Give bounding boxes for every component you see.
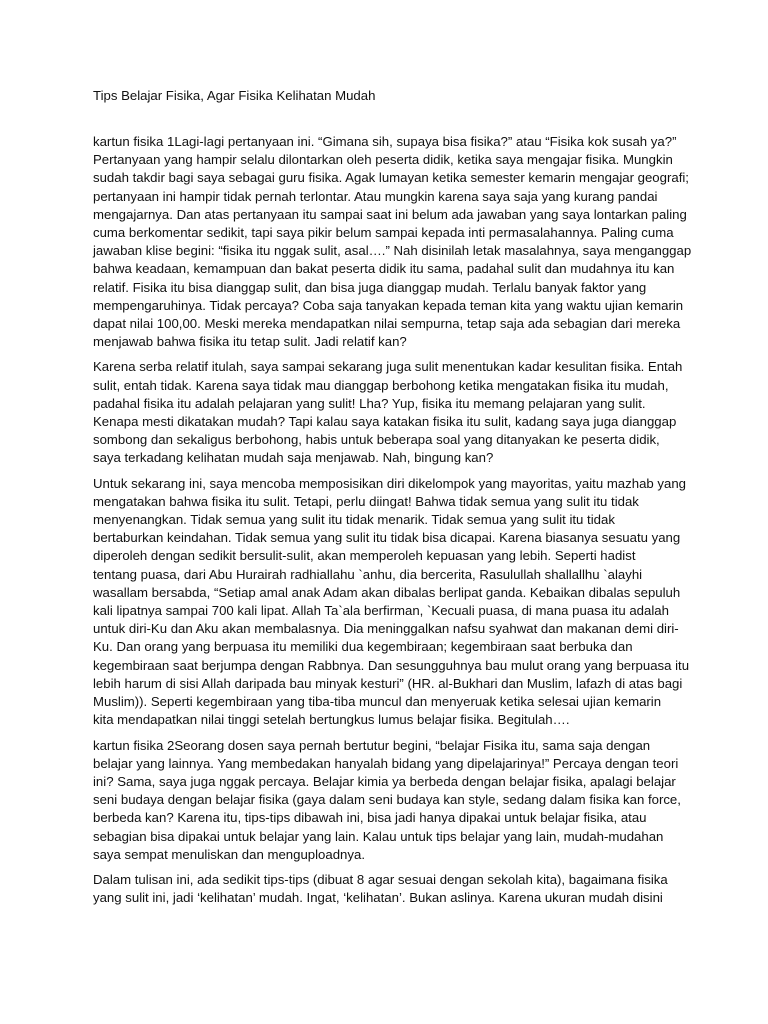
- paragraph-line: mempengaruhinya. Tidak percaya? Coba saja tanyakan kepada teman kita yang waktu ujian kemarin: [93, 297, 684, 313]
- paragraph-line: mengatakan bahwa fisika itu sulit. Tetapi, perlu diingat! Bahwa tidak semua yang sulit itu tidak: [93, 493, 639, 509]
- paragraph-line: jawaban klise begini: “fisika itu nggak sulit, asal….” Nah disinilah letak masalahnya, saya menganggap: [93, 243, 692, 259]
- paragraph: [93, 871, 683, 907]
- paragraph-line: Muslim)). Seperti kegembiraan yang tiba-tiba muncul dan menyeruak ketika selesai ujian kemarin: [93, 694, 662, 710]
- paragraph-line: untuk diri-Ku dan Aku akan membalasnya. Dia meninggalkan nafsu syahwat dan makanan demi diri-: [93, 621, 679, 637]
- paragraph-line: kali lipatnya sampai 700 kali lipat. Allah Ta`ala berfirman, `Kecuali puasa, di mana puasa itu adalah: [93, 603, 669, 619]
- paragraph-line: wasallam bersabda, “Setiap amal anak Adam akan dibalas berlipat ganda. Kebaikan dibalas sepuluh: [93, 584, 681, 600]
- paragraph-line: bertaburkan keindahan. Tidak semua yang sulit itu tidak bisa dicapai. Karena biasanya sesuatu yang: [93, 530, 681, 546]
- paragraph-line: sudah takdir bagi saya sebagai guru fisika. Agak lumayan ketika semester kemarin mengajar geografi;: [93, 170, 689, 186]
- paragraph-line: kegembiraan saat berjumpa dengan Rabbnya. Dan sesungguhnya bau mulut orang yang berpuasa itu: [93, 657, 690, 673]
- paragraph-line: sebagian bisa dipakai untuk belajar yang lain. Kalau untuk tips belajar yang lain, mudah-mudahan: [93, 828, 664, 844]
- paragraph-line: dapat nilai 100,00. Meski mereka mendapatkan nilai sempurna, tetap saja ada sebagian dari mereka: [93, 316, 681, 332]
- paragraph-line: sombong dan sekaligus berbohong, habis untuk beberapa soal yang ditanyakan ke peserta didik,: [93, 432, 660, 448]
- paragraph-line: kartun fisika 2Seorang dosen saya pernah bertutur begini, “belajar Fisika itu, sama saja dengan: [93, 737, 651, 753]
- paragraph-line: padahal fisika itu adalah pelajaran yang sulit! Lha? Yup, fisika itu memang pelajaran yang sulit.: [93, 395, 646, 411]
- paragraph-line: diperoleh dengan sedikit bersulit-sulit, akan memperoleh kepuasan yang lebih. Seperti hadist: [93, 548, 636, 564]
- paragraph-line: saya terkadang kelihatan mudah saja menjawab. Nah, bingung kan?: [93, 450, 494, 466]
- paragraph: [93, 475, 690, 730]
- paragraph-line: Kenapa mesti dikatakan mudah? Tapi kalau saya katakan fisika itu sulit, kadang saya juga dianggap: [93, 414, 677, 430]
- paragraph-line: Pertanyaan yang hampir selalu dilontarkan oleh peserta didik, ketika saya mengajar fisika. Mungkin: [93, 152, 673, 168]
- paragraph-line: mengajarnya. Dan atas pertanyaan itu sampai saat ini belum ada jawaban yang saya lontarkan paling: [93, 206, 687, 222]
- paragraph-line: menyenangkan. Tidak semua yang sulit itu tidak menarik. Tidak semua yang sulit itu tidak: [93, 512, 615, 528]
- paragraph-line: tentang puasa, dari Abu Hurairah radhiallahu `anhu, dia bercerita, Rasulullah shallallhu `alayhi: [93, 566, 643, 582]
- paragraph-line: pertanyaan ini hampir tidak pernah terlontar. Atau mungkin karena saya saja yang kurang pandai: [93, 188, 658, 204]
- paragraph-line: seni budaya dengan belajar fisika (gaya dalam seni budaya kan style, sedang dalam fisika kan force,: [93, 792, 681, 808]
- paragraph-line: relatif. Fisika itu bisa dianggap sulit, dan bisa juga dianggap mudah. Terlalu banyak faktor yang: [93, 279, 647, 295]
- document-title: Tips Belajar Fisika, Agar Fisika Kelihatan Mudah: [93, 88, 376, 103]
- paragraph-line: saya sempat menuliskan dan menguploadnya.: [93, 846, 365, 862]
- paragraph: [93, 133, 692, 351]
- paragraph-line: menjawab bahwa fisika itu tetap sulit. Jadi relatif kan?: [93, 334, 407, 350]
- document-body: [93, 133, 692, 914]
- paragraph-line: yang sulit ini, jadi ‘kelihatan’ mudah. Ingat, ‘kelihatan’. Bukan aslinya. Karena ukuran mudah disini: [93, 890, 663, 906]
- paragraph-line: Ku. Dan orang yang berpuasa itu memiliki dua kegembiraan; kegembiraan saat berbuka dan: [93, 639, 633, 655]
- paragraph: [93, 358, 683, 467]
- paragraph-line: berbeda kan? Karena itu, tips-tips dibawah ini, bisa jadi hanya dipakai untuk belajar fisika, atau: [93, 810, 647, 826]
- paragraph-line: bahwa keadaan, kemampuan dan bakat peserta didik itu sama, padahal sulit dan mudahnya itu kan: [93, 261, 675, 277]
- paragraph: [93, 737, 683, 864]
- paragraph-line: kartun fisika 1Lagi-lagi pertanyaan ini. “Gimana sih, supaya bisa fisika?” atau “Fisika kok susah ya?”: [93, 134, 677, 149]
- paragraph-line: lebih harum di sisi Allah daripada bau minyak kesturi” (HR. al-Bukhari dan Muslim, lafazh di atas bagi: [93, 675, 683, 691]
- paragraph-line: Untuk sekarang ini, saya mencoba memposisikan diri dikelompok yang mayoritas, yaitu mazhab yang: [93, 475, 686, 491]
- paragraph-line: Karena serba relatif itulah, saya sampai sekarang juga sulit menentukan kadar kesulitan fisika. Entah: [93, 359, 683, 375]
- paragraph-line: cuma berkomentar sedikit, tapi saya pikir belum sampai kepada inti permasalahannya. Paling cuma: [93, 225, 674, 241]
- paragraph-line: ini? Sama, saya juga nggak percaya. Belajar kimia ya berbeda dengan belajar fisika, apalagi belajar: [93, 773, 676, 789]
- paragraph-line: Dalam tulisan ini, ada sedikit tips-tips (dibuat 8 agar sesuai dengan sekolah kita), bagaimana fisika: [93, 871, 668, 887]
- paragraph-line: sulit, entah tidak. Karena saya tidak mau dianggap berbohong ketika mengatakan fisika itu mudah,: [93, 377, 669, 393]
- paragraph-line: kita mendapatkan nilai tinggi setelah bertungkus lumus belajar fisika. Begitulah….: [93, 712, 570, 728]
- paragraph-line: belajar yang lainnya. Yang membedakan hanyalah bidang yang dipelajarinya!” Percaya dengan teori: [93, 755, 679, 771]
